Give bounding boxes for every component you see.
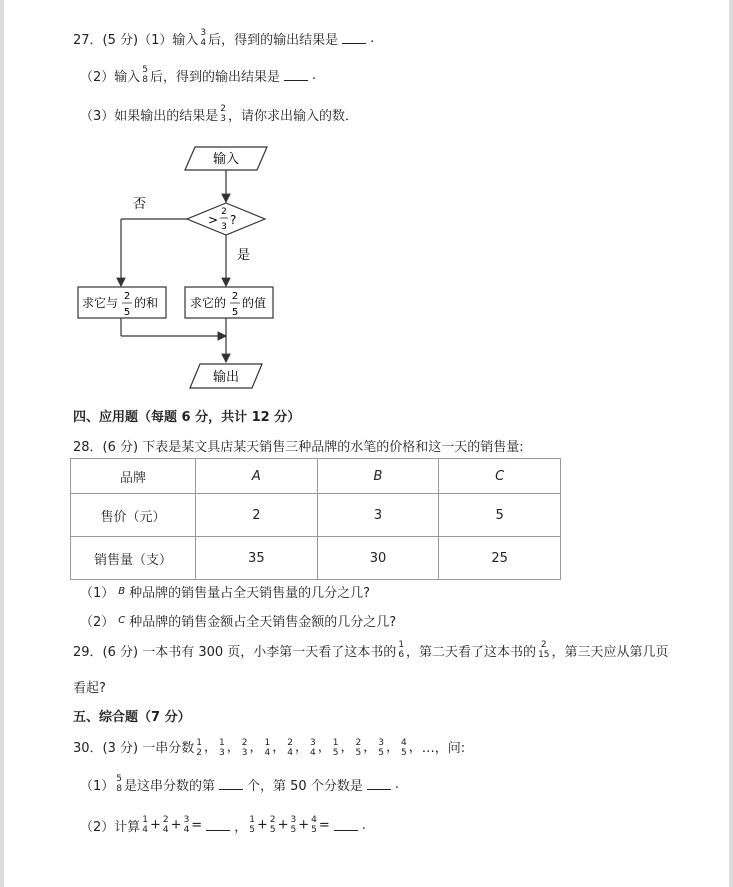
fraction: 1 2 [196, 737, 202, 758]
fraction: 3 5 [378, 737, 384, 758]
q28-sub1: （1） B 种品牌的销售量占全天销售量的几分之几? [80, 586, 371, 601]
svg-text:2: 2 [123, 291, 131, 302]
fraction: 4 5 [400, 737, 407, 758]
fraction: 2 15 [538, 640, 550, 660]
yes-label: 是 [237, 248, 251, 263]
q27-line1-text: 27．(5 分)（1）输入 [73, 32, 199, 48]
q28-intro: 28．(6 分) 下表是某文具店某天销售三种品牌的水笔的价格和这一天的销售量: [73, 440, 524, 455]
fraction: 1 5 [249, 815, 255, 835]
svg-text:3: 3 [221, 222, 227, 232]
svg-text:2: 2 [221, 207, 227, 217]
sum-expression: 1 4 + 2 4 + 3 4 [142, 815, 190, 835]
fraction: 2 4 [287, 737, 293, 758]
page-right-border [729, 0, 733, 887]
fraction: 3 4 [309, 737, 316, 758]
svg-text:的和: 的和 [134, 296, 159, 310]
sum-expression: 1 5 + 2 5 + 3 5 + 4 5 [249, 815, 317, 835]
fraction: 2 4 [162, 815, 169, 835]
answer-blank[interactable] [284, 70, 308, 81]
q27-line3: （3）如果输出的结果是 2 3 ，请你求出输入的数． [80, 104, 359, 124]
table-row: 售价（元） 2 3 5 [71, 494, 561, 537]
svg-text:5: 5 [123, 307, 131, 318]
answer-blank[interactable] [342, 33, 366, 44]
q29-line2: 看起? [73, 681, 106, 696]
svg-text:5: 5 [231, 307, 239, 318]
q28-sub2: （2） C 种品牌的销售金额占全天销售金额的几分之几? [80, 615, 397, 630]
svg-text:求它与: 求它与 [82, 296, 119, 310]
table-row: 销售量（支） 35 30 25 [71, 537, 561, 580]
svg-text:求它的: 求它的 [190, 296, 227, 310]
q30-sub2: （2）计算 1 4 + 2 4 + 3 4 = ， 1 5 + 2 5 + 3 5 + 4 5 = . [80, 815, 366, 835]
fraction: 5 8 [116, 774, 123, 794]
output-label: 输出 [212, 370, 240, 385]
price-table [70, 458, 561, 580]
answer-blank[interactable] [206, 820, 230, 831]
fraction: 3 5 [290, 815, 297, 835]
q27-line1-text2: 后，得到的输出结果是 [208, 32, 339, 48]
svg-text:的值: 的值 [242, 296, 267, 310]
fraction: 1 5 [332, 737, 339, 758]
fraction: 1 6 [398, 640, 405, 660]
svg-text:?: ? [230, 213, 237, 227]
fraction: 3 4 [183, 815, 190, 835]
answer-blank[interactable] [367, 779, 391, 790]
fraction: 4 5 [311, 815, 317, 835]
table-row: 品牌 A B C [71, 459, 561, 494]
section-heading: 四、应用题（每题 6 分，共计 12 分） [73, 410, 301, 425]
fraction: 1 4 [264, 737, 271, 758]
q27-line1: 27．(5 分)（1）输入 3 4 后，得到的输出结果是 . [73, 28, 375, 48]
answer-blank[interactable] [334, 820, 358, 831]
fraction: 2 5 [269, 815, 276, 835]
fraction: 2 3 [241, 737, 248, 758]
q30-line1: 30．(3 分) 一串分数 1 2 ， 1 3 ， 2 3 ， 1 4 ， 2 4 ， 3 4 ， 1 5 ， 2 5 ， 3 5 ， 4 5 ， …，问: [73, 737, 466, 758]
no-label: 否 [133, 197, 147, 212]
fraction: 2 5 [355, 737, 362, 758]
fraction: 2 3 [220, 104, 227, 124]
input-label: 输入 [212, 152, 240, 167]
fraction: 1 4 [142, 815, 149, 835]
page-left-border [0, 0, 4, 887]
fraction: 1 3 [218, 737, 225, 758]
fraction-series: 1 2 ， 1 3 ， 2 3 ， 1 4 ， 2 4 ， 3 4 ， 1 5 ， 2 5 ， 3 5 ， 4 5 ， [196, 737, 422, 758]
svg-text:>: > [208, 213, 219, 227]
fraction: 5 8 [142, 65, 149, 85]
q27-line2: （2）输入 5 8 后，得到的输出结果是 . [80, 65, 317, 85]
answer-blank[interactable] [219, 779, 243, 790]
svg-text:2: 2 [231, 291, 239, 302]
q30-sub1: （1） 5 8 是这串分数的第 个，第 50 个分数是 . [80, 774, 399, 794]
section-heading: 五、综合题（7 分） [73, 710, 191, 725]
flowchart [70, 140, 290, 392]
fraction: 3 4 [200, 28, 207, 48]
q29-line1: 29．(6 分) 一本书有 300 页，小李第一天看了这本书的 1 6 ，第二天看了这本书的 2 15 ，第三天应从第几页 [73, 640, 669, 660]
